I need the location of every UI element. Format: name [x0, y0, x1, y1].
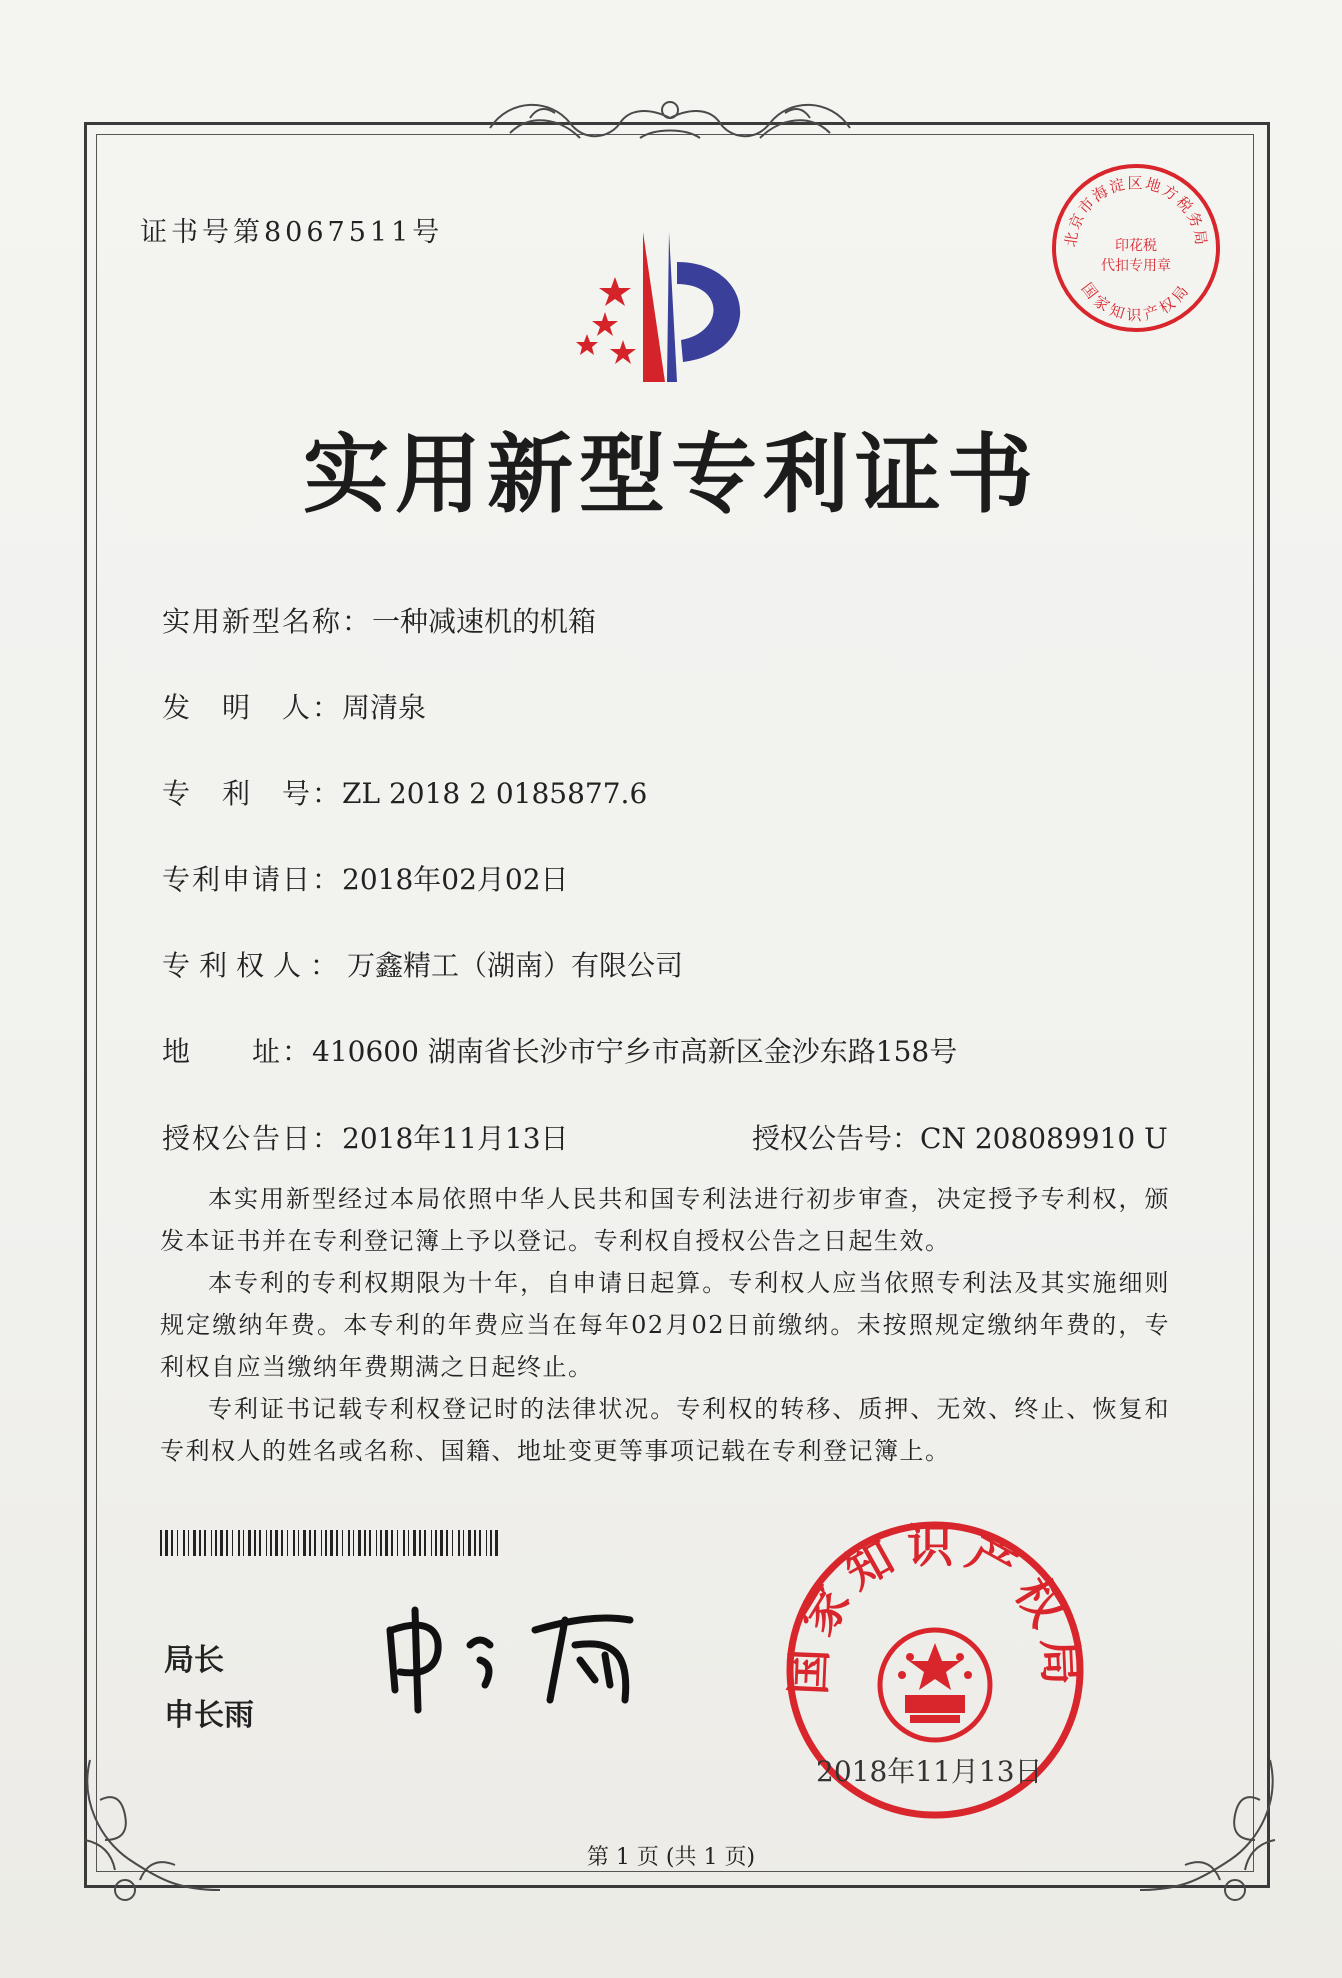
page-number: 第 1 页 (共 1 页)	[586, 1845, 756, 1870]
field-patentee	[162, 944, 683, 984]
tax-stamp-ring-text: 北京市海淀区地方税务局	[1061, 174, 1211, 249]
field-value: 周清泉	[342, 691, 427, 724]
paragraph-3: 专利证书记载专利权登记时的法律状况。专利权的转移、质押、无效、终止、恢复和专利权人的姓名或名称、国籍、地址变更等事项记载在专利登记簿上。	[160, 1395, 1170, 1465]
field-value: 一种减速机的机箱	[372, 605, 597, 638]
field-label: 专利申请日：	[162, 863, 343, 896]
field-filing-date	[162, 858, 569, 898]
director-title: 局长	[164, 1643, 224, 1678]
certificate-title: 实用新型专利证书	[303, 424, 1039, 525]
paragraph-2: 本专利的专利权期限为十年，自申请日起算。专利权人应当依照专利法及其实施细则规定缴纳年费。本专利的年费应当在每年02月02日前缴纳。未按照规定缴纳年费的，专利权自应当缴纳年费期满之日起终止。	[160, 1269, 1170, 1381]
paragraph-1: 本实用新型经过本局依照中华人民共和国专利法进行初步审查，决定授予专利权，颁发本证书并在专利登记簿上予以登记。专利权自授权公告之日起生效。	[160, 1185, 1170, 1255]
barcode	[160, 1530, 500, 1556]
field-inventor	[162, 686, 426, 726]
field-label: 发 明 人：	[162, 691, 343, 724]
field-value: ZL 2018 2 0185877.6	[342, 777, 648, 810]
field-value: 410600 湖南省长沙市宁乡市高新区金沙东路158号	[312, 1035, 958, 1068]
field-label: 地 址：	[162, 1035, 313, 1068]
director-name: 申长雨	[164, 1698, 254, 1733]
field-utility-name	[162, 600, 596, 640]
director-signature	[370, 1590, 670, 1720]
field-value: 万鑫精工（湖南）有限公司	[347, 949, 684, 982]
field-label: 授权公告号：	[752, 1122, 921, 1155]
tax-stamp	[1046, 158, 1226, 338]
field-value: CN 208089910 U	[920, 1122, 1168, 1155]
bottom-right-ornament	[1130, 1740, 1290, 1910]
field-label: 实用新型名称：	[162, 605, 373, 638]
field-value: 2018年11月13日	[342, 1122, 569, 1155]
seal-date: 2018年11月13日	[816, 1755, 1043, 1788]
certificate-number: 证书号第8067511号	[140, 217, 444, 248]
field-patent-number	[162, 772, 647, 812]
field-value: 2018年02月02日	[342, 863, 569, 896]
field-label: 专利权人：	[162, 949, 348, 982]
top-ornament	[470, 88, 870, 158]
seal-outer-text: 国家知识产权局	[780, 1519, 1090, 1696]
cnipa-logo-icon	[565, 222, 780, 392]
field-grant-date	[162, 1117, 569, 1157]
tax-stamp-bottom-text: 国家知识产权局	[1077, 279, 1195, 324]
tax-stamp-line1: 印花税	[1115, 238, 1157, 254]
field-address	[162, 1030, 957, 1070]
national-emblem-icon	[880, 1630, 990, 1740]
bottom-left-ornament	[70, 1740, 230, 1910]
field-label: 专 利 号：	[162, 777, 343, 810]
field-label: 授权公告日：	[162, 1122, 343, 1155]
tax-stamp-line2: 代扣专用章	[1101, 258, 1171, 274]
field-grant-publication-number	[752, 1117, 1168, 1157]
